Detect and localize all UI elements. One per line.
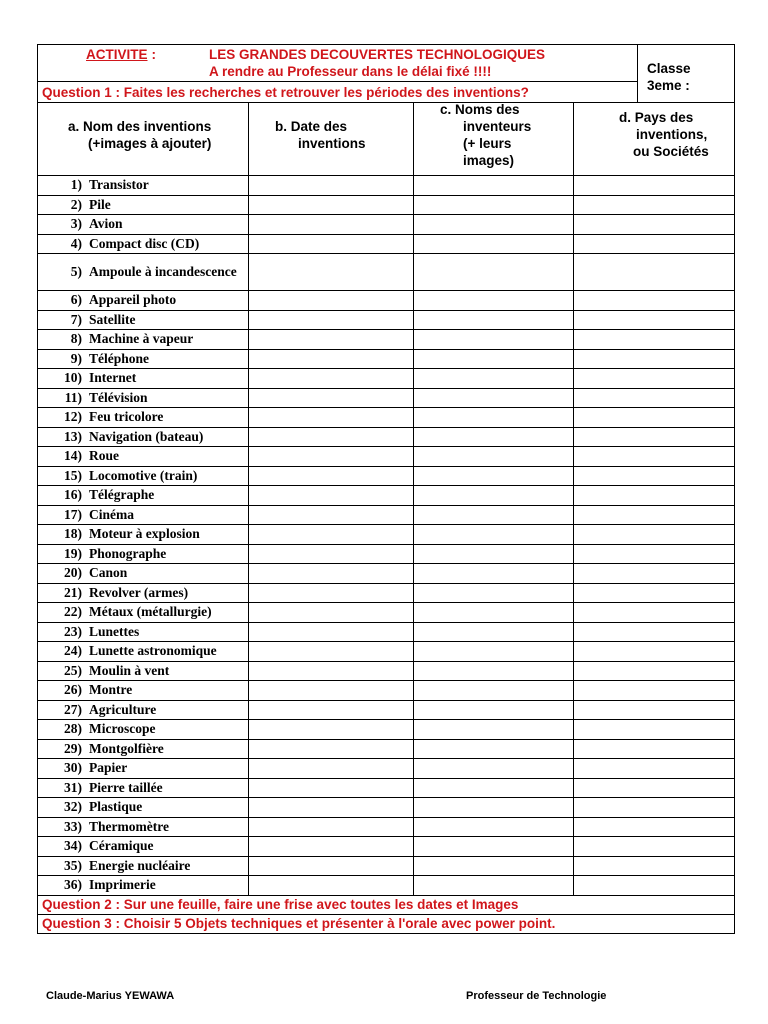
- invention-cell: [38, 603, 249, 623]
- inventor-cell[interactable]: [414, 681, 574, 701]
- country-cell[interactable]: [574, 759, 735, 779]
- date-cell[interactable]: [249, 661, 414, 681]
- inventor-cell[interactable]: [414, 254, 574, 291]
- date-cell[interactable]: [249, 681, 414, 701]
- invention-cell: [38, 700, 249, 720]
- invention-number: 27): [64, 701, 82, 717]
- invention-cell: [38, 505, 249, 525]
- country-cell[interactable]: [574, 176, 735, 196]
- invention-cell: [38, 388, 249, 408]
- date-cell[interactable]: [249, 388, 414, 408]
- date-cell[interactable]: [249, 837, 414, 857]
- inventor-cell[interactable]: [414, 700, 574, 720]
- question1-row: [38, 82, 735, 103]
- invention-number: 31): [64, 779, 82, 795]
- country-cell[interactable]: [574, 603, 735, 623]
- invention-cell: [38, 234, 249, 254]
- invention-number: 20): [64, 565, 82, 581]
- invention-cell: [38, 195, 249, 215]
- col-header-b: [249, 103, 414, 176]
- page-title: LES GRANDES DECOUVERTES TECHNOLOGIQUES: [209, 47, 546, 62]
- inventor-cell[interactable]: [414, 369, 574, 389]
- table-row: [38, 369, 735, 389]
- date-cell[interactable]: [249, 525, 414, 545]
- inventor-cell[interactable]: [414, 427, 574, 447]
- country-cell[interactable]: [574, 234, 735, 254]
- country-cell[interactable]: [574, 720, 735, 740]
- date-cell[interactable]: [249, 817, 414, 837]
- table-row: [38, 447, 735, 467]
- table-row: [38, 700, 735, 720]
- invention-cell: [38, 427, 249, 447]
- invention-name: Machine à vapeur: [89, 331, 194, 347]
- invention-cell: [38, 176, 249, 196]
- invention-name: Pierre taillée: [89, 779, 163, 795]
- table-row: [38, 720, 735, 740]
- country-cell[interactable]: [574, 817, 735, 837]
- country-cell[interactable]: [574, 681, 735, 701]
- date-cell[interactable]: [249, 583, 414, 603]
- date-cell[interactable]: [249, 720, 414, 740]
- invention-name: Avion: [89, 216, 123, 232]
- table-row: [38, 408, 735, 428]
- invention-name: Thermomètre: [89, 818, 169, 834]
- invention-number: 5): [70, 264, 82, 279]
- date-cell[interactable]: [249, 759, 414, 779]
- date-cell[interactable]: [249, 486, 414, 506]
- invention-name: Canon: [89, 565, 128, 581]
- invention-name: Phonographe: [89, 545, 167, 561]
- invention-name: Satellite: [89, 311, 136, 327]
- country-cell[interactable]: [574, 349, 735, 369]
- invention-number: 7): [70, 311, 82, 327]
- country-cell[interactable]: [574, 254, 735, 291]
- invention-number: 26): [64, 682, 82, 698]
- worksheet: [37, 44, 734, 934]
- invention-number: 18): [64, 526, 82, 542]
- country-cell[interactable]: [574, 642, 735, 662]
- invention-number: 24): [64, 643, 82, 659]
- invention-name: Céramique: [89, 838, 154, 854]
- invention-number: 25): [64, 662, 82, 678]
- invention-cell: [38, 642, 249, 662]
- invention-cell: [38, 466, 249, 486]
- invention-name: Appareil photo: [89, 292, 177, 308]
- invention-number: 1): [70, 177, 82, 193]
- date-cell[interactable]: [249, 176, 414, 196]
- country-cell[interactable]: [574, 215, 735, 235]
- invention-number: 4): [70, 235, 82, 251]
- date-cell[interactable]: [249, 739, 414, 759]
- date-cell[interactable]: [249, 778, 414, 798]
- table-row: [38, 215, 735, 235]
- table-row: [38, 427, 735, 447]
- invention-name: Agriculture: [89, 701, 157, 717]
- invention-name: Lunette astronomique: [89, 643, 217, 659]
- table-row: [38, 254, 735, 291]
- invention-cell: [38, 349, 249, 369]
- invention-number: 16): [64, 487, 82, 503]
- table-row: [38, 195, 735, 215]
- invention-name: Montgolfière: [89, 740, 164, 756]
- invention-cell: [38, 739, 249, 759]
- inventor-cell[interactable]: [414, 622, 574, 642]
- invention-number: 9): [70, 350, 82, 366]
- inventor-cell[interactable]: [414, 661, 574, 681]
- col-d-line1: d. Pays des: [619, 110, 694, 125]
- date-cell[interactable]: [249, 254, 414, 291]
- date-cell[interactable]: [249, 369, 414, 389]
- invention-cell: [38, 661, 249, 681]
- inventor-cell[interactable]: [414, 759, 574, 779]
- invention-cell: [38, 720, 249, 740]
- page-subtitle: A rendre au Professeur dans le délai fixé !!!!: [209, 64, 492, 79]
- invention-name: Transistor: [89, 177, 149, 193]
- country-cell[interactable]: [574, 876, 735, 896]
- table-row: [38, 310, 735, 330]
- question2-row: [38, 895, 735, 914]
- country-cell[interactable]: [574, 739, 735, 759]
- invention-name: Cinéma: [89, 506, 134, 522]
- country-cell[interactable]: [574, 195, 735, 215]
- country-cell[interactable]: [574, 369, 735, 389]
- inventor-cell[interactable]: [414, 739, 574, 759]
- date-cell[interactable]: [249, 876, 414, 896]
- invention-cell: [38, 681, 249, 701]
- invention-cell: [38, 837, 249, 857]
- inventor-cell[interactable]: [414, 215, 574, 235]
- activite-label: ACTIVITE: [86, 47, 148, 62]
- country-cell[interactable]: [574, 408, 735, 428]
- table-row: [38, 739, 735, 759]
- table-row: [38, 798, 735, 818]
- date-cell[interactable]: [249, 564, 414, 584]
- date-cell[interactable]: [249, 291, 414, 311]
- invention-cell: [38, 291, 249, 311]
- inventor-cell[interactable]: [414, 798, 574, 818]
- country-cell[interactable]: [574, 700, 735, 720]
- table-row: [38, 388, 735, 408]
- invention-cell: [38, 525, 249, 545]
- invention-cell: [38, 486, 249, 506]
- country-cell[interactable]: [574, 661, 735, 681]
- invention-name: Montre: [89, 682, 133, 698]
- date-cell[interactable]: [249, 798, 414, 818]
- inventor-cell[interactable]: [414, 778, 574, 798]
- country-cell[interactable]: [574, 310, 735, 330]
- col-c-line3: (+ leurs: [463, 136, 512, 151]
- question3-row: [38, 914, 735, 933]
- activite-colon: :: [151, 47, 157, 62]
- inventor-cell[interactable]: [414, 330, 574, 350]
- table-row: [38, 759, 735, 779]
- inventor-cell[interactable]: [414, 310, 574, 330]
- activity-table: [37, 44, 735, 934]
- inventor-cell[interactable]: [414, 603, 574, 623]
- invention-name: Locomotive (train): [89, 467, 198, 483]
- invention-cell: [38, 583, 249, 603]
- country-cell[interactable]: [574, 505, 735, 525]
- inventor-cell[interactable]: [414, 447, 574, 467]
- invention-name: Métaux (métallurgie): [89, 604, 212, 620]
- invention-name: Imprimerie: [89, 877, 156, 893]
- table-row: [38, 291, 735, 311]
- classe-label: Classe: [647, 61, 691, 76]
- table-row: [38, 856, 735, 876]
- table-row: [38, 466, 735, 486]
- table-row: [38, 622, 735, 642]
- inventor-cell[interactable]: [414, 505, 574, 525]
- invention-cell: [38, 215, 249, 235]
- invention-name: Papier: [89, 760, 128, 776]
- invention-number: 36): [64, 877, 82, 893]
- table-row: [38, 544, 735, 564]
- date-cell[interactable]: [249, 215, 414, 235]
- invention-cell: [38, 447, 249, 467]
- invention-name: Télégraphe: [89, 487, 155, 503]
- date-cell[interactable]: [249, 427, 414, 447]
- inventor-cell[interactable]: [414, 388, 574, 408]
- invention-name: Internet: [89, 370, 137, 386]
- invention-number: 6): [70, 292, 82, 308]
- invention-name: Moteur à explosion: [89, 526, 200, 542]
- invention-number: 35): [64, 857, 82, 873]
- invention-number: 33): [64, 818, 82, 834]
- invention-cell: [38, 817, 249, 837]
- invention-name: Pile: [89, 196, 111, 212]
- col-c-line1: c. Noms des: [440, 102, 520, 117]
- inventor-cell[interactable]: [414, 408, 574, 428]
- invention-number: 22): [64, 604, 82, 620]
- invention-name: Navigation (bateau): [89, 428, 204, 444]
- invention-number: 13): [64, 428, 82, 444]
- invention-name: Microscope: [89, 721, 156, 737]
- date-cell[interactable]: [249, 622, 414, 642]
- inventor-cell[interactable]: [414, 291, 574, 311]
- invention-cell: [38, 798, 249, 818]
- table-row: [38, 234, 735, 254]
- country-cell[interactable]: [574, 856, 735, 876]
- date-cell[interactable]: [249, 603, 414, 623]
- invention-name: Téléphone: [89, 350, 150, 366]
- country-cell[interactable]: [574, 330, 735, 350]
- invention-name: Feu tricolore: [89, 409, 164, 425]
- invention-number: 19): [64, 545, 82, 561]
- column-header-row: [38, 103, 735, 176]
- date-cell[interactable]: [249, 856, 414, 876]
- invention-cell: [38, 856, 249, 876]
- col-a-line1: a. Nom des inventions: [68, 119, 212, 134]
- invention-cell: [38, 408, 249, 428]
- invention-cell: [38, 254, 249, 291]
- country-cell[interactable]: [574, 427, 735, 447]
- invention-name: Compact disc (CD): [89, 235, 200, 251]
- date-cell[interactable]: [249, 234, 414, 254]
- table-row: [38, 661, 735, 681]
- invention-cell: [38, 564, 249, 584]
- date-cell[interactable]: [249, 349, 414, 369]
- inventor-cell[interactable]: [414, 176, 574, 196]
- date-cell[interactable]: [249, 330, 414, 350]
- inventor-cell[interactable]: [414, 856, 574, 876]
- inventor-cell[interactable]: [414, 817, 574, 837]
- country-cell[interactable]: [574, 583, 735, 603]
- col-c-line4: images): [463, 153, 515, 168]
- invention-number: 3): [70, 216, 82, 232]
- question1: Question 1 : Faites les recherches et retrouver les périodes des inventions?: [38, 82, 638, 103]
- invention-cell: [38, 759, 249, 779]
- col-header-c: [414, 103, 574, 176]
- inventor-cell[interactable]: [414, 544, 574, 564]
- table-row: [38, 525, 735, 545]
- invention-number: 23): [64, 623, 82, 639]
- invention-name: Ampoule à incandescence: [89, 264, 237, 279]
- invention-number: 10): [64, 370, 82, 386]
- table-row: [38, 583, 735, 603]
- invention-name: Energie nucléaire: [89, 857, 191, 873]
- footer-role: Professeur de Technologie: [466, 990, 607, 1002]
- table-row: [38, 876, 735, 896]
- question3: Question 3 : Choisir 5 Objets techniques et présenter à l'orale avec power point.: [38, 914, 735, 933]
- table-row: [38, 603, 735, 623]
- table-row: [38, 564, 735, 584]
- invention-number: 29): [64, 740, 82, 756]
- inventor-cell[interactable]: [414, 876, 574, 896]
- col-header-d: [574, 103, 735, 176]
- table-row: [38, 505, 735, 525]
- invention-number: 14): [64, 448, 82, 464]
- invention-name: Télévision: [89, 389, 148, 405]
- invention-name: Moulin à vent: [89, 662, 170, 678]
- table-row: [38, 486, 735, 506]
- col-d-line2: inventions,: [636, 127, 708, 142]
- country-cell[interactable]: [574, 486, 735, 506]
- col-a-line2: (+images à ajouter): [88, 136, 212, 151]
- invention-number: 32): [64, 799, 82, 815]
- inventor-cell[interactable]: [414, 349, 574, 369]
- table-row: [38, 330, 735, 350]
- invention-name: Roue: [89, 448, 119, 464]
- inventor-cell[interactable]: [414, 195, 574, 215]
- col-b-line2: inventions: [298, 136, 366, 151]
- title-cell: [38, 45, 638, 82]
- col-header-a: [38, 103, 249, 176]
- country-cell[interactable]: [574, 622, 735, 642]
- date-cell[interactable]: [249, 544, 414, 564]
- inventor-cell[interactable]: [414, 466, 574, 486]
- invention-number: 15): [64, 467, 82, 483]
- invention-number: 11): [64, 389, 82, 405]
- date-cell[interactable]: [249, 642, 414, 662]
- invention-cell: [38, 622, 249, 642]
- country-cell[interactable]: [574, 525, 735, 545]
- table-row: [38, 681, 735, 701]
- country-cell[interactable]: [574, 544, 735, 564]
- classe-value: 3eme :: [647, 78, 690, 93]
- title-row: [38, 45, 735, 82]
- invention-cell: [38, 369, 249, 389]
- country-cell[interactable]: [574, 837, 735, 857]
- col-d-line3: ou Sociétés: [633, 144, 709, 159]
- classe-cell: [638, 45, 735, 103]
- activite-label-group: [86, 47, 156, 62]
- invention-number: 17): [64, 506, 82, 522]
- inventor-cell[interactable]: [414, 720, 574, 740]
- date-cell[interactable]: [249, 447, 414, 467]
- invention-number: 2): [70, 196, 82, 212]
- date-cell[interactable]: [249, 466, 414, 486]
- invention-number: 30): [64, 760, 82, 776]
- col-b-line1: b. Date des: [275, 119, 348, 134]
- invention-number: 21): [64, 584, 82, 600]
- invention-name: Revolver (armes): [89, 584, 189, 600]
- invention-name: Plastique: [89, 799, 143, 815]
- inventor-cell[interactable]: [414, 234, 574, 254]
- country-cell[interactable]: [574, 798, 735, 818]
- date-cell[interactable]: [249, 310, 414, 330]
- country-cell[interactable]: [574, 291, 735, 311]
- inventor-cell[interactable]: [414, 642, 574, 662]
- date-cell[interactable]: [249, 195, 414, 215]
- invention-number: 34): [64, 838, 82, 854]
- footer-author: Claude-Marius YEWAWA: [46, 990, 175, 1002]
- question2: Question 2 : Sur une feuille, faire une frise avec toutes les dates et Images: [38, 895, 735, 914]
- invention-name: Lunettes: [89, 623, 140, 639]
- invention-cell: [38, 330, 249, 350]
- inventor-cell[interactable]: [414, 837, 574, 857]
- inventor-cell[interactable]: [414, 564, 574, 584]
- col-c-line2: inventeurs: [463, 119, 532, 134]
- table-row: [38, 642, 735, 662]
- invention-number: 8): [70, 331, 82, 347]
- table-row: [38, 778, 735, 798]
- inventor-cell[interactable]: [414, 525, 574, 545]
- table-row: [38, 176, 735, 196]
- country-cell[interactable]: [574, 564, 735, 584]
- country-cell[interactable]: [574, 447, 735, 467]
- invention-cell: [38, 310, 249, 330]
- invention-number: 12): [64, 409, 82, 425]
- country-cell[interactable]: [574, 388, 735, 408]
- inventor-cell[interactable]: [414, 583, 574, 603]
- country-cell[interactable]: [574, 778, 735, 798]
- table-row: [38, 349, 735, 369]
- invention-cell: [38, 544, 249, 564]
- table-row: [38, 837, 735, 857]
- inventor-cell[interactable]: [414, 486, 574, 506]
- date-cell[interactable]: [249, 700, 414, 720]
- invention-cell: [38, 876, 249, 896]
- invention-number: 28): [64, 721, 82, 737]
- date-cell[interactable]: [249, 408, 414, 428]
- table-row: [38, 817, 735, 837]
- country-cell[interactable]: [574, 466, 735, 486]
- date-cell[interactable]: [249, 505, 414, 525]
- invention-cell: [38, 778, 249, 798]
